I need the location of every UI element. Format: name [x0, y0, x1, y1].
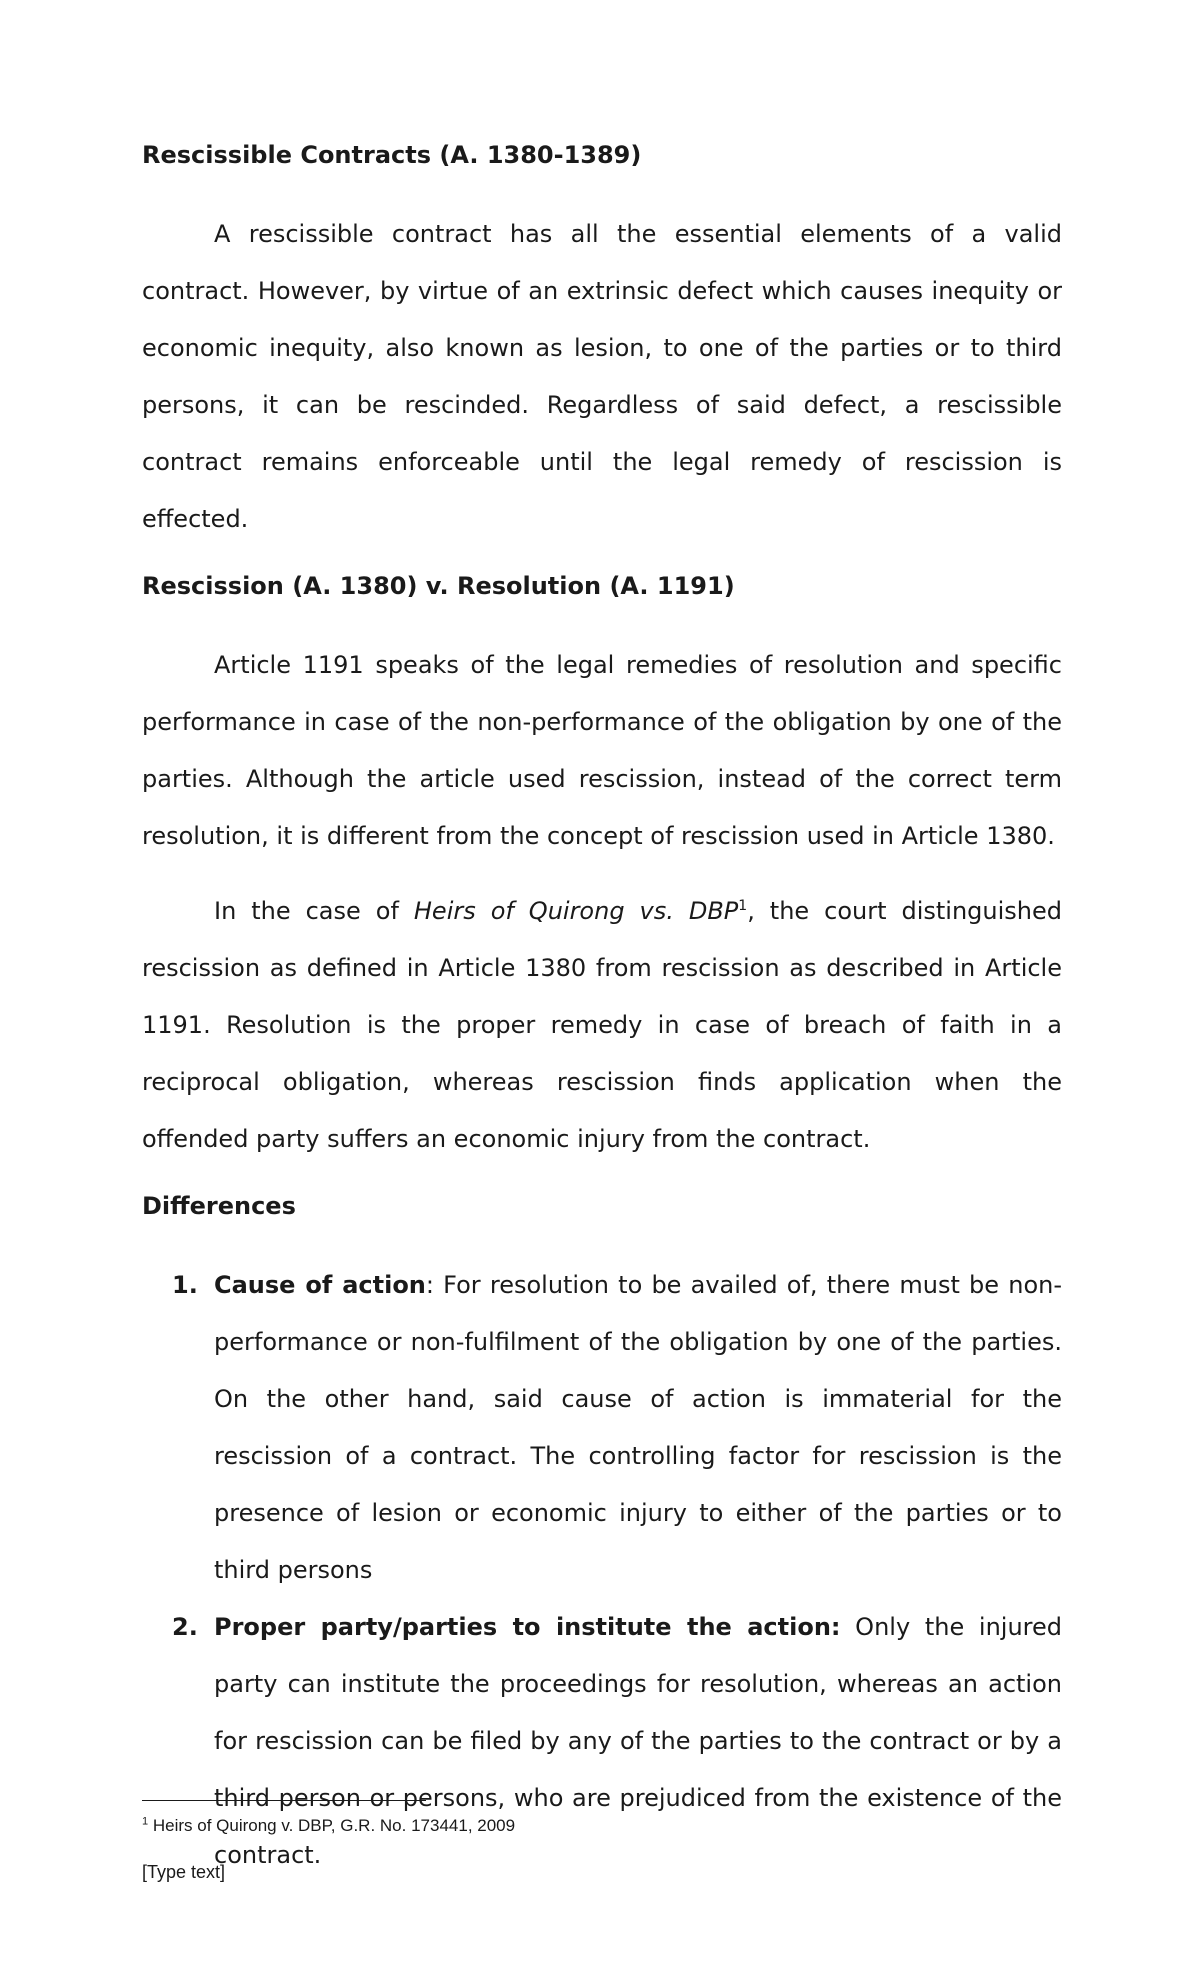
list-item-text: Only the injured party can institute the proceedings for resolution, whereas an action for rescission can be filed by any of the parties to the contract or by a third person or persons, who are prejudiced from the existence of the contract.: [214, 1613, 1062, 1869]
page-footer: [Type text]: [142, 1862, 226, 1882]
differences-list: [142, 1257, 1062, 1884]
section-heading-rescission-vs-resolution: Rescission (A. 1380) v. Resolution (A. 1191): [142, 572, 735, 600]
footnote-text: Heirs of Quirong v. DBP, G.R. No. 173441, 2009: [148, 1816, 516, 1835]
footnote-separator: [142, 1800, 426, 1801]
list-item-text: : For resolution to be availed of, there must be non-performance or non-fulfilment of the obligation by one of the parties. On the other hand, said cause of action is immaterial for the rescission of a contract. The controlling factor for rescission is the presence of lesion or economic injury to either of the parties or to third persons: [214, 1271, 1063, 1584]
footnote: [142, 1816, 515, 1836]
list-item-number: 1.: [172, 1271, 198, 1299]
case-name: Heirs of Quirong vs. DBP: [413, 897, 739, 925]
paragraph-article-1191: Article 1191 speaks of the legal remedies of resolution and specific performance in case of the non-performance of the obligation by one of the parties. Although the article used rescission, instead of the correct term resolution, it is different from the concept of rescission used in Article 1380.: [142, 651, 1062, 850]
list-item-title: Cause of action: [214, 1271, 426, 1299]
paragraph-heirs-of-quirong: [142, 883, 1062, 1168]
paragraph-prefix: In the case of: [214, 897, 414, 925]
section-heading-differences: Differences: [142, 1192, 296, 1220]
footnote-reference[interactable]: 1: [738, 898, 748, 914]
footnote-marker: 1: [142, 1815, 149, 1828]
section-heading-rescissible-contracts: Rescissible Contracts (A. 1380-1389): [142, 141, 642, 169]
paragraph-rescissible-definition: A rescissible contract has all the essential elements of a valid contract. However, by virtue of an extrinsic defect which causes inequity or economic inequity, also known as lesion, to one of the parties or to third persons, it can be rescinded. Regardless of said defect, a rescissible contract remains enforceable until the legal remedy of rescission is effected.: [142, 220, 1062, 533]
list-item-number: 2.: [172, 1613, 198, 1641]
list-item-title: Proper party/parties to institute the action:: [214, 1613, 841, 1641]
list-item: [142, 1257, 1062, 1599]
document-body: [142, 135, 1062, 1884]
paragraph-suffix: , the court distinguished rescission as defined in Article 1380 from rescission as described in Article 1191. Resolution is the proper remedy in case of breach of faith in a reciprocal obligation, whereas rescission finds application when the offended party suffers an economic injury from the contract.: [142, 897, 1063, 1153]
list-item: [142, 1599, 1062, 1884]
